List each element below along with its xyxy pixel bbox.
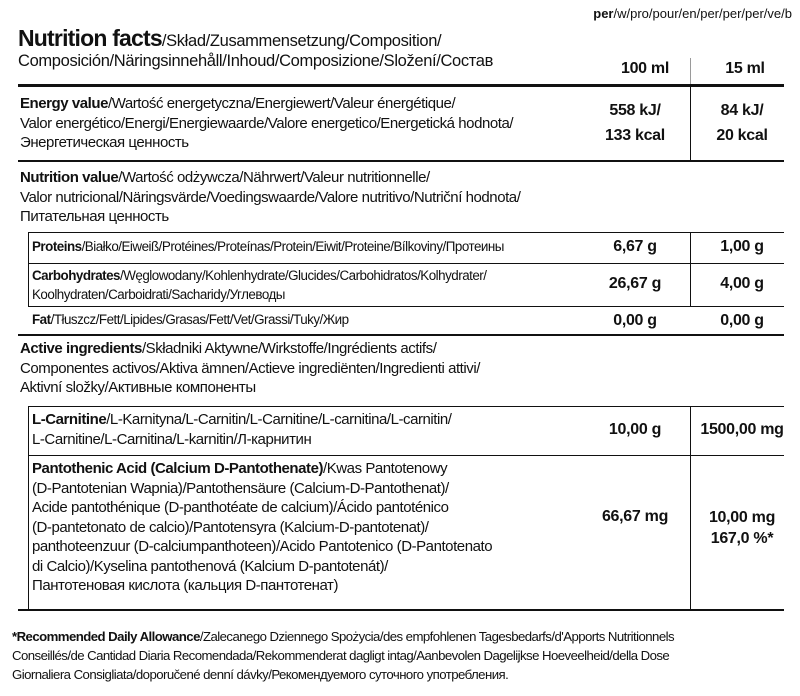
header-rule (18, 84, 784, 87)
row-rule (28, 455, 784, 456)
section-border (28, 406, 29, 609)
proteins-value-100ml: 6,67 g (613, 238, 657, 255)
row-rule (28, 406, 784, 407)
proteins-value-15ml: 1,00 g (720, 238, 764, 255)
nutrition-value-label: Nutrition value/Wartość odżywcza/Nährwert/Valeur nutritionnelle/ Valor nutricional/Näringsvärde/Voedingswaarde/Valore nutritivo/Nutriční hodnota/ Питательная ценность (20, 169, 521, 225)
pantothenic-acid-value-100ml: 66,67 mg (601, 508, 669, 525)
row-rule (18, 334, 784, 336)
energy-label: Energy value/Wartość energetyczna/Energiewert/Valeur énergétique/ Valor energético/Energi/Energiewaarde/Valore energetico/Energetická hodnota/ Энергетическая ценность (20, 95, 514, 151)
fat-value-100ml: 0,00 g (613, 312, 657, 329)
fat-label: Fat/Tłuszcz/Fett/Lipides/Grasas/Fett/Vet/Grassi/Tuky/Жир (32, 312, 349, 327)
column-separator (690, 58, 691, 84)
row-rule (28, 232, 784, 233)
row-rule (18, 160, 784, 162)
carbohydrates-label: Carbohydrates/Węglowodany/Kohlenhydrate/Glucides/Carbohidratos/Kolhydrater/ Koolhydraten/Carboidrati/Sacharidy/Углеводы (32, 268, 487, 302)
table-title: Nutrition facts/Skład/Zusammensetzung/Composition/ Composición/Näringsinnehåll/Inhoud/Composizione/Složení/Состав (18, 25, 494, 70)
row-rule (28, 306, 784, 307)
fat-value-15ml: 0,00 g (720, 312, 764, 329)
section-border (28, 232, 29, 306)
column-header-100ml: 100 ml (620, 60, 669, 77)
l-carnitine-value-100ml: 10,00 g (608, 421, 662, 438)
row-rule (28, 263, 784, 264)
footnote-rda: *Recommended Daily Allowance/Zalecanego Dziennego Spożycia/des empfohlenen Tagesbedarfs/d'Apports Nutritionnels Conseillés/de Cantidad Diaria Recomendada/Rekommenderat dagligt intag/Aanbevolen Dagelijkse Hoeveelheid/della Dose Giornaliera Consigliata/doporučené denní dávky/Рекомендуемого суточного употребления. (12, 629, 675, 682)
l-carnitine-label: L-Carnitine/L-Karnityna/L-Carnitin/L-Carnitine/L-carnitina/L-carnitin/ L-Carnitine/L-Carnitina/L-karnitin/Л-карнитин (32, 411, 452, 448)
pantothenic-acid-label: Pantothenic Acid (Calcium D-Pantothenate)/Kwas Pantotenowy (D-Pantotenian Wapnia)/Pantothensäure (Calcium-D-Pantothenat)/ Acide pantothénique (D-panthotéate de calcium)/Ácido pantoténico (D-pantetonato de calcio)/Pantotensyra (Kalcium-D-pantotenat)/ panthoteenzuur (D-calciumpanthoteen)/Acido Pantotenico (D-Pantotenato di Calcio)/Kyselina pantothenová (Kalcium D-pantotenát)/ Пантотеновая кислота (кальция D-пантотенат) (32, 460, 493, 594)
pantothenic-acid-value-15ml: 10,00 mg 167,0 %* (708, 509, 776, 547)
column-header-15ml: 15 ml (725, 60, 765, 77)
energy-value-100ml: 558 kJ/ 133 kcal (605, 102, 665, 144)
carbohydrates-value-15ml: 4,00 g (720, 275, 764, 292)
per-header: per/w/pro/pour/en/per/per/per/ve/b (593, 6, 792, 21)
active-ingredients-label: Active ingredients/Składniki Aktywne/Wirkstoffe/Ingrédients actifs/ Componentes activos/Aktiva ämnen/Actieve ingrediënten/Ingredienti attivi/ Aktivní složky/Активные компоненты (20, 340, 480, 396)
row-rule (18, 609, 784, 611)
proteins-label: Proteins/Białko/Eiweiß/Protéines/Proteínas/Protein/Eiwit/Proteine/Bílkoviny/Протеины (32, 239, 504, 254)
l-carnitine-value-15ml: 1500,00 mg (700, 421, 784, 438)
carbohydrates-value-100ml: 26,67 g (608, 275, 662, 292)
energy-value-15ml: 84 kJ/ 20 kcal (716, 102, 768, 144)
